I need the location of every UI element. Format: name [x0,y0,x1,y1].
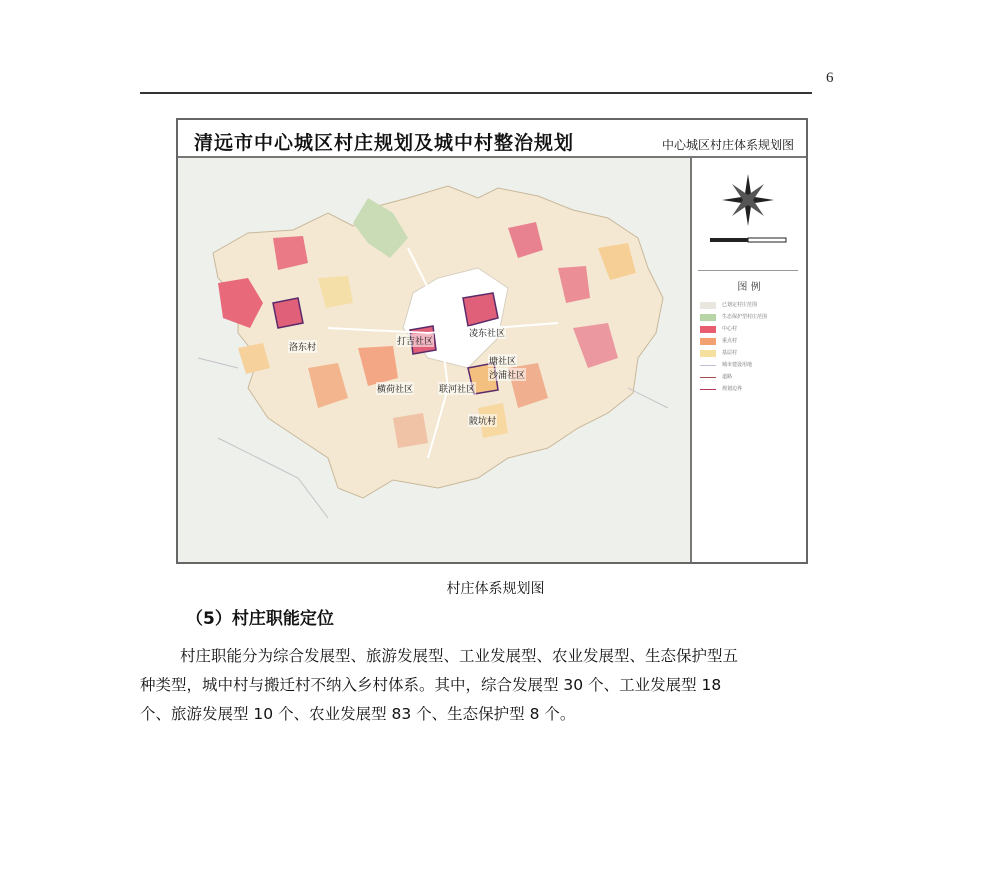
map-label: 联河社区 [438,382,476,395]
legend-label: 城市建设用地 [722,362,753,368]
map-illustration [178,158,688,562]
body-paragraph [140,642,840,729]
section-heading: （5）村庄职能定位 [186,609,334,629]
paragraph-line: 个、旅游发展型 10 个、农业发展型 83 个、生态保护型 8 个。 [140,705,576,723]
map-label: 塘社区 [488,354,517,367]
map-label: 凌东社区 [468,326,506,339]
legend-label: 道路 [722,374,733,380]
legend-panel [690,158,806,562]
compass-icon [698,164,798,250]
legend-divider [698,270,798,271]
legend-swatch [700,326,716,333]
legend-swatch [700,389,716,390]
legend-title: 图 例 [737,282,761,293]
map-label: 洛东村 [288,340,317,353]
legend-swatch [700,350,716,357]
legend-label: 基层村 [722,350,738,356]
page-number: 6 [826,70,834,86]
legend-swatch [700,338,716,345]
legend-item [700,348,800,359]
legend-item [700,312,800,323]
map-subtitle: 中心城区村庄体系规划图 [661,138,794,152]
map-area [178,158,688,562]
legend-swatch [700,314,716,321]
map-title: 清远市中心城区村庄规划及城中村整治规划 [194,132,575,154]
legend-label: 规划边界 [722,386,743,392]
legend-swatch [700,302,716,309]
legend-label: 已划定村庄范围 [722,302,758,308]
legend-item [700,300,800,311]
map-title-bar [178,120,806,158]
legend-item [700,324,800,335]
header-rule [140,92,812,94]
compass [698,164,798,250]
legend-label: 重点村 [722,338,738,344]
map-label: 横荷社区 [376,382,414,395]
legend-list [700,300,800,396]
figure-caption: 村庄体系规划图 [446,581,545,597]
map-label: 陂坑村 [468,414,497,427]
legend-swatch [700,377,716,378]
legend-item [700,336,800,347]
legend-label: 中心村 [722,326,738,332]
map-label: 打吉社区 [396,334,434,347]
map-label: 沙浦社区 [488,368,526,381]
legend-item [700,372,800,383]
paragraph-line: 种类型，城中村与搬迁村不纳入乡村体系。其中，综合发展型 30 个、工业发展型 18 [140,676,722,694]
map-figure [176,118,808,564]
legend-swatch [700,365,716,366]
legend-label: 生态保护型村庄范围 [722,314,768,320]
paragraph-line: 村庄职能分为综合发展型、旅游发展型、工业发展型、农业发展型、生态保护型五 [180,647,739,665]
legend-item [700,360,800,371]
legend-item [700,384,800,395]
